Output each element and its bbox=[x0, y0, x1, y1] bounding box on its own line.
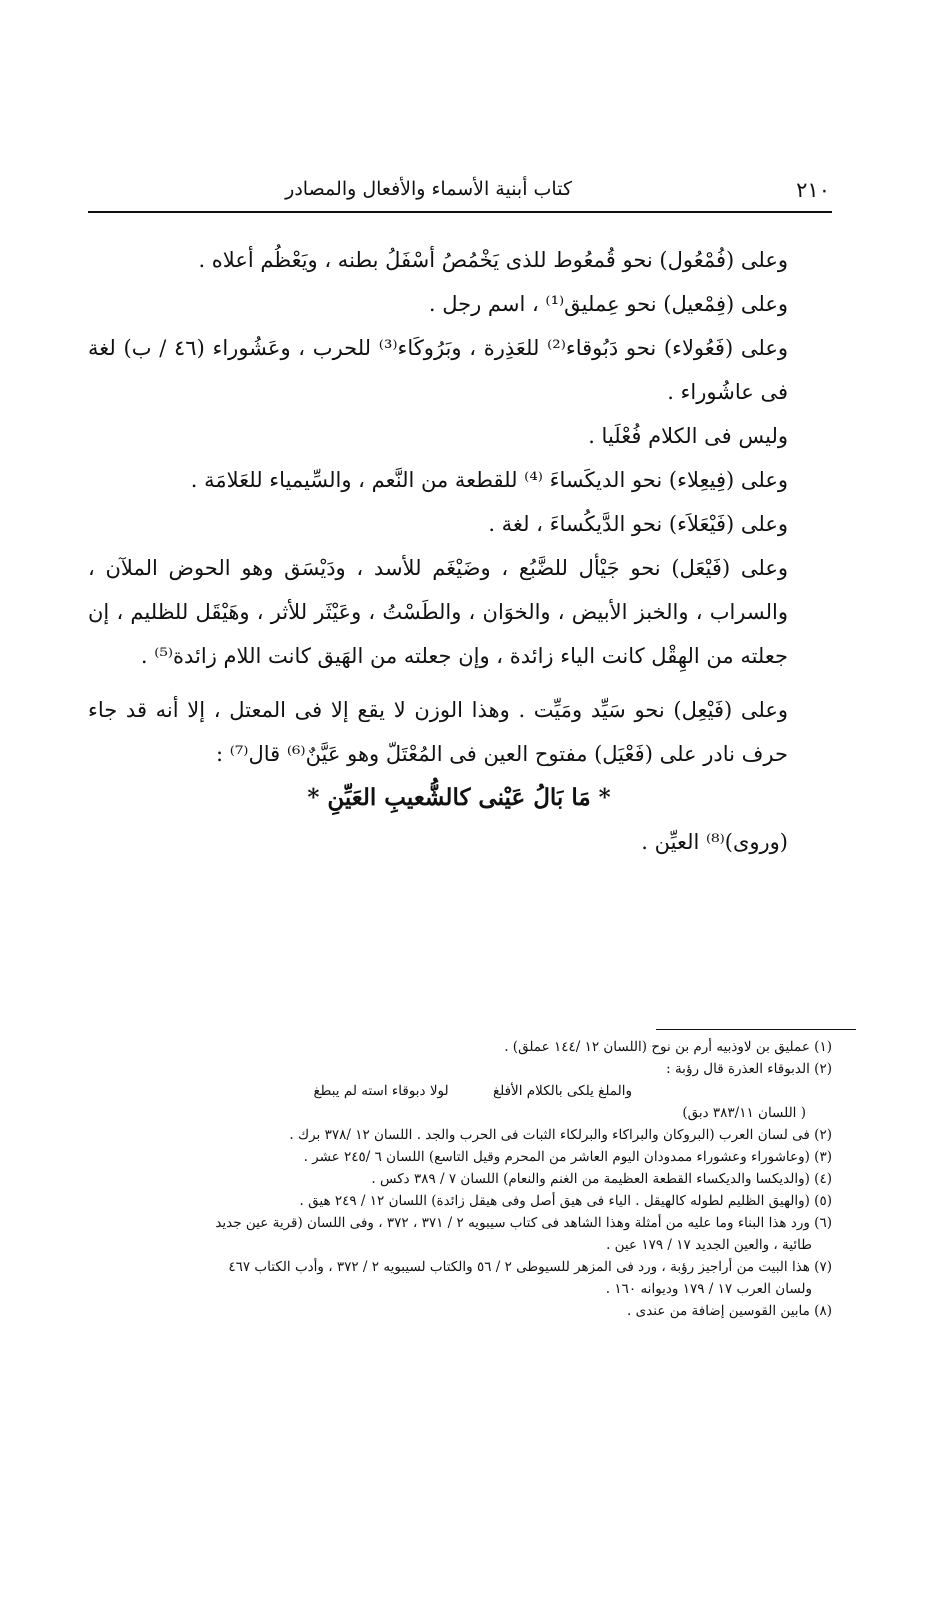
footnote-2: (٢) الدبوقاء العذرة قال رؤبة : bbox=[666, 1061, 832, 1077]
verse-hemistich: لولا دبوقاء استه لم يبطغ bbox=[313, 1083, 449, 1099]
footnote-rule bbox=[656, 1029, 856, 1030]
verse-hemistich: والملغ يلكى بالكلام الأفلغ bbox=[492, 1083, 632, 1099]
running-header bbox=[88, 176, 832, 206]
paragraph: وعلى (فَيْعَل) نحو جَيْأل للضَّبُع ، وضَيْغَم للأسد ، ودَيْسَق وهو الحوض الملآن ، والسراب ، والخبز الأبيض ، والخوَان ، والطَسْتُ ، وعَيْثَر للأثر ، وهَيْقَل للظليم ، إن جعلته من الهِقْل كانت الياء زائدة ، وإن جعلته من الهَيق كانت اللام زائدة⁽⁵⁾ . bbox=[88, 556, 788, 668]
paragraph: وعلى (فَعُولاء) نحو دَبُوقاء⁽²⁾ للعَذِرة ، وبَرُوكَاء⁽³⁾ للحرب ، وعَشُوراء (٤٦ / ب) لغة فى عاشُوراء . bbox=[88, 336, 788, 404]
footnote-4: (٤) (والديكسا والديكساء القطعة العظيمة من الغنم والنعام) اللسان ٧ / ٣٨٩ دكس . bbox=[371, 1171, 832, 1187]
footnote-7-cont: ولسان العرب ١٧ / ١٧٩ وديوانه ١٦٠ . bbox=[605, 1281, 812, 1297]
footnote-2-verse bbox=[86, 1080, 832, 1102]
footnote-6-cont: طائية ، والعين الجديد ١٧ / ١٧٩ عين . bbox=[606, 1237, 812, 1253]
paragraph: وعلى (فَيْعَلاَء) نحو الدَّيكُساءَ ، لغة . bbox=[488, 512, 788, 536]
footnote-1: (١) عمليق بن لاوذبيه أرم بن نوح (اللسان ١٢ /١٤٤ عملق) . bbox=[504, 1039, 832, 1055]
footnote-7: (٧) هذا البيت من أراجيز رؤبة ، ورد فى المزهر للسيوطى ٢ / ٥٦ والكتاب لسيبويه ٢ / ٣٧٢ ، وأدب الكتاب ٤٦٧ bbox=[228, 1259, 832, 1275]
paragraph: وعلى (فُمْعُول) نحو قُمعُوط للذى يَخْمُصُ أسْفَلُ بطنه ، ويَعْظُم أعلاه . bbox=[198, 248, 788, 272]
footnote-8: (٨) مابين القوسين إضافة من عندى . bbox=[627, 1303, 832, 1319]
paragraph: وعلى (فَيْعِل) نحو سَيِّد ومَيِّت . وهذا الوزن لا يقع إلا فى المعتل ، إلا أنه قد جاء حرف نادر على (فَعْيَل) مفتوح العين فى المُعْتَلّ وهو عَيَّنٌ⁽⁶⁾ قال⁽⁷⁾ : bbox=[88, 698, 788, 766]
page-number: ٢١٠ bbox=[796, 178, 830, 202]
footnote-5: (٥) (والهيق الظليم لطوله كالهيقل . الياء فى هيق أصل وفى هيقل زائدة) اللسان ١٢ / ٢٤٩ هيق . bbox=[299, 1193, 832, 1209]
verse-line: * مَا بَالُ عَيْنى كالشُّعيبِ العَيِّنِ * bbox=[307, 784, 611, 811]
footnote-3b: (٣) (وعاشوراء وعشوراء ممدودان اليوم العاشر من المحرم وقيل التاسع) اللسان ٦ /٢٤٥ عشر . bbox=[303, 1149, 832, 1165]
footnote-2-source: ( اللسان ٣٨٣/١١ دبق) bbox=[682, 1105, 806, 1121]
paragraph: وعلى (فِمْعيل) نحو عِمليق⁽¹⁾ ، اسم رجل . bbox=[428, 292, 788, 316]
footnotes bbox=[86, 1036, 832, 1322]
main-text bbox=[88, 238, 830, 864]
footnote-3a: (٢) فى لسان العرب (البروكان والبراكاء والبرلكاء الثبات فى الحرب والجد . اللسان ١٢ /٣٧٨ برك . bbox=[289, 1127, 832, 1143]
paragraph: وليس فى الكلام فُعْلَيا . bbox=[588, 424, 788, 448]
header-rule bbox=[88, 211, 832, 213]
book-title: كتاب أبنية الأسماء والأفعال والمصادر bbox=[285, 178, 572, 200]
paragraph: وعلى (فِيعِلاء) نحو الديكَساءَ ⁽⁴⁾ للقطعة من النَّعم ، والسِّيمياء للعَلامَة . bbox=[190, 468, 788, 492]
footnote-6: (٦) ورد هذا البناء وما عليه من أمثلة وهذا الشاهد فى كتاب سيبويه ٢ / ٣٧١ ، ٣٧٢ ، وفى اللسان (قرية عين جديد bbox=[215, 1215, 832, 1231]
paragraph: (وروى)⁽⁸⁾ العيِّن . bbox=[641, 830, 788, 854]
